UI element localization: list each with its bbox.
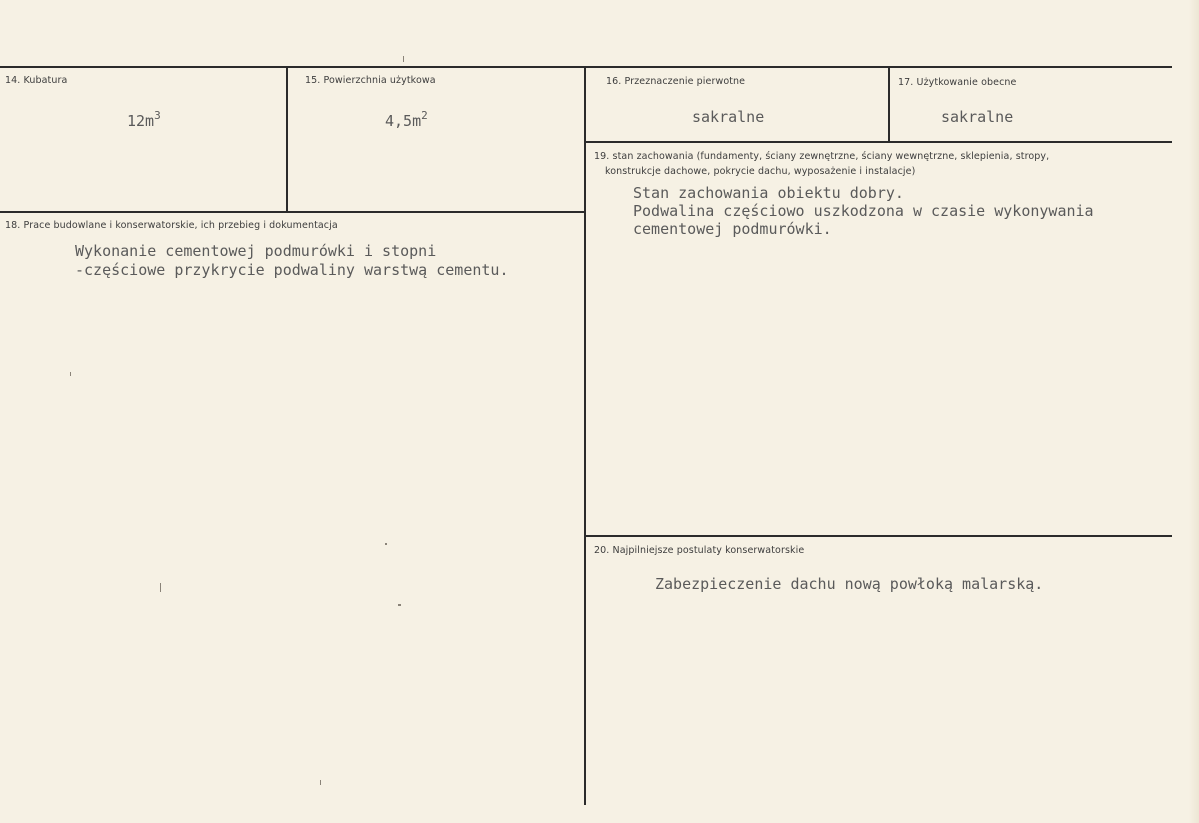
top-rule bbox=[0, 66, 1172, 68]
field-19-line-2: Podwalina częściowo uszkodzona w czasie wykonywania bbox=[633, 202, 1094, 220]
rule-above-20 bbox=[586, 535, 1172, 537]
field-15-value bbox=[385, 106, 428, 131]
field-20-value: Zabezpieczenie dachu nową powłoką malarską. bbox=[655, 575, 1044, 593]
paper-edge-shadow bbox=[1189, 0, 1199, 823]
paper-speck bbox=[320, 780, 321, 785]
paper-speck bbox=[385, 543, 387, 545]
field-15-label: 15. Powierzchnia użytkowa bbox=[305, 75, 436, 86]
center-divider bbox=[584, 67, 586, 805]
rule-above-18 bbox=[0, 211, 586, 213]
field-18-line-1: Wykonanie cementowej podmurówki i stopni bbox=[75, 242, 437, 260]
field-17-value: sakralne bbox=[941, 108, 1014, 126]
field-19-line-3: cementowej podmurówki. bbox=[633, 220, 832, 238]
field-15-number: 4,5m bbox=[385, 112, 422, 130]
field-16-value: sakralne bbox=[692, 108, 765, 126]
field-15-exponent: 2 bbox=[421, 109, 428, 122]
field-16-label: 16. Przeznaczenie pierwotne bbox=[606, 76, 746, 87]
field-18-line-2: -częściowe przykrycie podwaliny warstwą cementu. bbox=[75, 261, 509, 279]
paper-speck bbox=[403, 56, 404, 62]
field-14-exponent: 3 bbox=[154, 109, 161, 122]
divider-16-17 bbox=[888, 67, 890, 143]
field-19-label-line-1: 19. stan zachowania (fundamenty, ściany zewnętrzne, ściany wewnętrzne, sklepienia, stropy, bbox=[594, 151, 1050, 162]
field-17-label: 17. Użytkowanie obecne bbox=[898, 77, 1017, 88]
paper-speck bbox=[70, 372, 71, 376]
field-19-label-line-2: konstrukcje dachowe, pokrycie dachu, wyposażenie i instalacje) bbox=[605, 166, 916, 177]
field-14-label: 14. Kubatura bbox=[5, 75, 68, 86]
field-14-number: 12m bbox=[127, 112, 155, 130]
rule-above-19 bbox=[586, 141, 1172, 143]
divider-14-15 bbox=[286, 67, 288, 213]
paper-speck bbox=[160, 583, 161, 592]
paper-speck bbox=[398, 604, 401, 606]
field-14-value bbox=[127, 106, 161, 131]
field-20-label: 20. Najpilniejsze postulaty konserwatorskie bbox=[594, 545, 805, 556]
field-18-label: 18. Prace budowlane i konserwatorskie, ich przebieg i dokumentacja bbox=[5, 220, 338, 231]
field-19-line-1: Stan zachowania obiektu dobry. bbox=[633, 184, 904, 202]
